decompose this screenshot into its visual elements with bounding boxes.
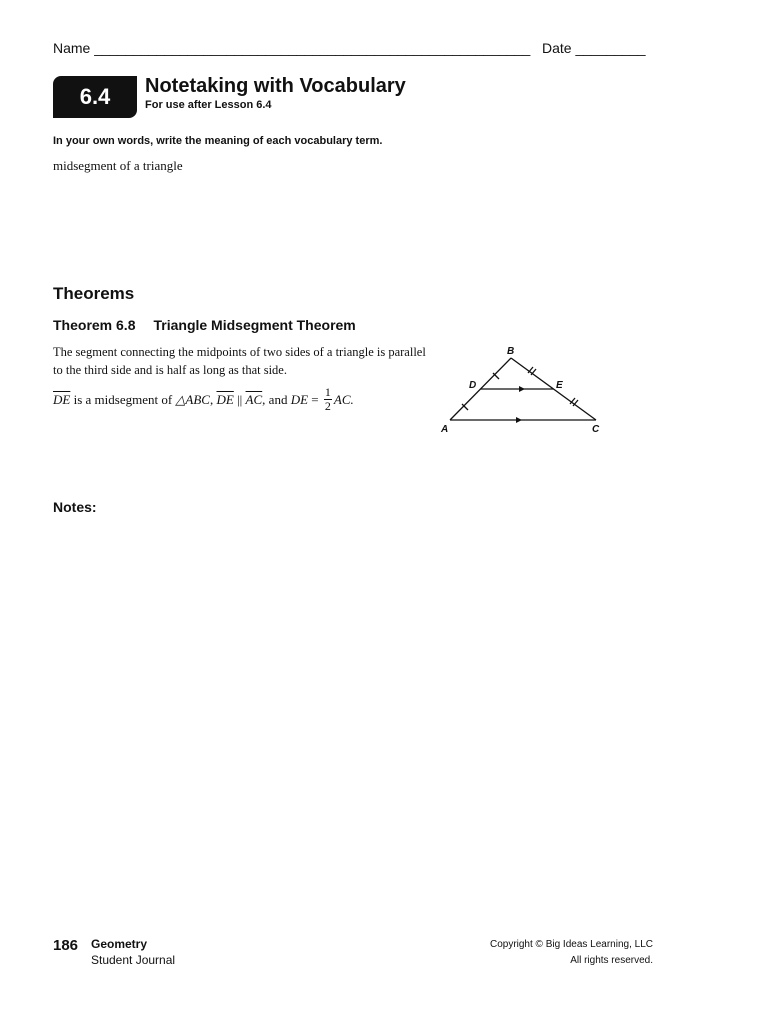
equals-sign: = (308, 391, 322, 407)
theorem-heading (53, 317, 356, 333)
segment-de: $\overline{DE}$ (216, 391, 234, 407)
parallel-arrow (516, 417, 522, 423)
theorem-formula (53, 386, 354, 413)
copyright-text: Copyright © Big Ideas Learning, LLC (489, 939, 653, 950)
theorem-name: Triangle Midsegment Theorem (153, 317, 356, 333)
point-label-e: E (556, 380, 563, 391)
rights-text: All rights reserved. (570, 955, 653, 966)
page-number: 186 (53, 937, 79, 954)
point-label-d: D (469, 380, 477, 391)
formula-comma: , (209, 391, 217, 407)
parallel-symbol: || (233, 391, 246, 407)
formula-text: , and (262, 391, 291, 407)
page-title: Notetaking with Vocabulary (145, 75, 406, 97)
theorem-number: Theorem 6.8 (53, 317, 136, 333)
book-title: Geometry (91, 937, 148, 951)
formula-rhs: AC. (333, 391, 354, 407)
date-field-label: Date _________ (542, 40, 646, 56)
fraction-numerator: 1 (324, 385, 331, 399)
segment-ac: $\overline{AC}$ (245, 391, 263, 407)
vertex-label-b: B (507, 346, 515, 357)
segment-de: $\overline{DE}$ (53, 391, 71, 407)
vocabulary-term: midsegment of a triangle (53, 158, 183, 173)
midsegment-triangle-diagram (436, 340, 616, 440)
vertex-label-a: A (441, 424, 449, 435)
fraction-one-half (324, 386, 332, 413)
theorem-statement: The segment connecting the midpoints of two sides of a triangle is parallel to the third side and is half as long as that side. (53, 345, 426, 377)
lesson-badge (53, 76, 137, 118)
lesson-number: 6.4 (79, 84, 111, 109)
book-subtitle: Student Journal (91, 953, 176, 967)
fraction-denominator: 2 (324, 399, 331, 413)
parallel-arrow (519, 386, 525, 392)
triangle-abc: △ABC (175, 391, 210, 407)
formula-text: is a midsegment of (70, 391, 176, 407)
section-title: Theorems (53, 284, 135, 303)
vertex-label-c: C (592, 424, 600, 435)
instruction-text: In your own words, write the meaning of each vocabulary term. (53, 135, 383, 147)
page-subtitle: For use after Lesson 6.4 (145, 99, 272, 111)
notes-label: Notes: (53, 499, 97, 515)
formula-lhs: DE (290, 391, 309, 407)
name-field-label: Name ________________________________________________________ (53, 40, 531, 56)
